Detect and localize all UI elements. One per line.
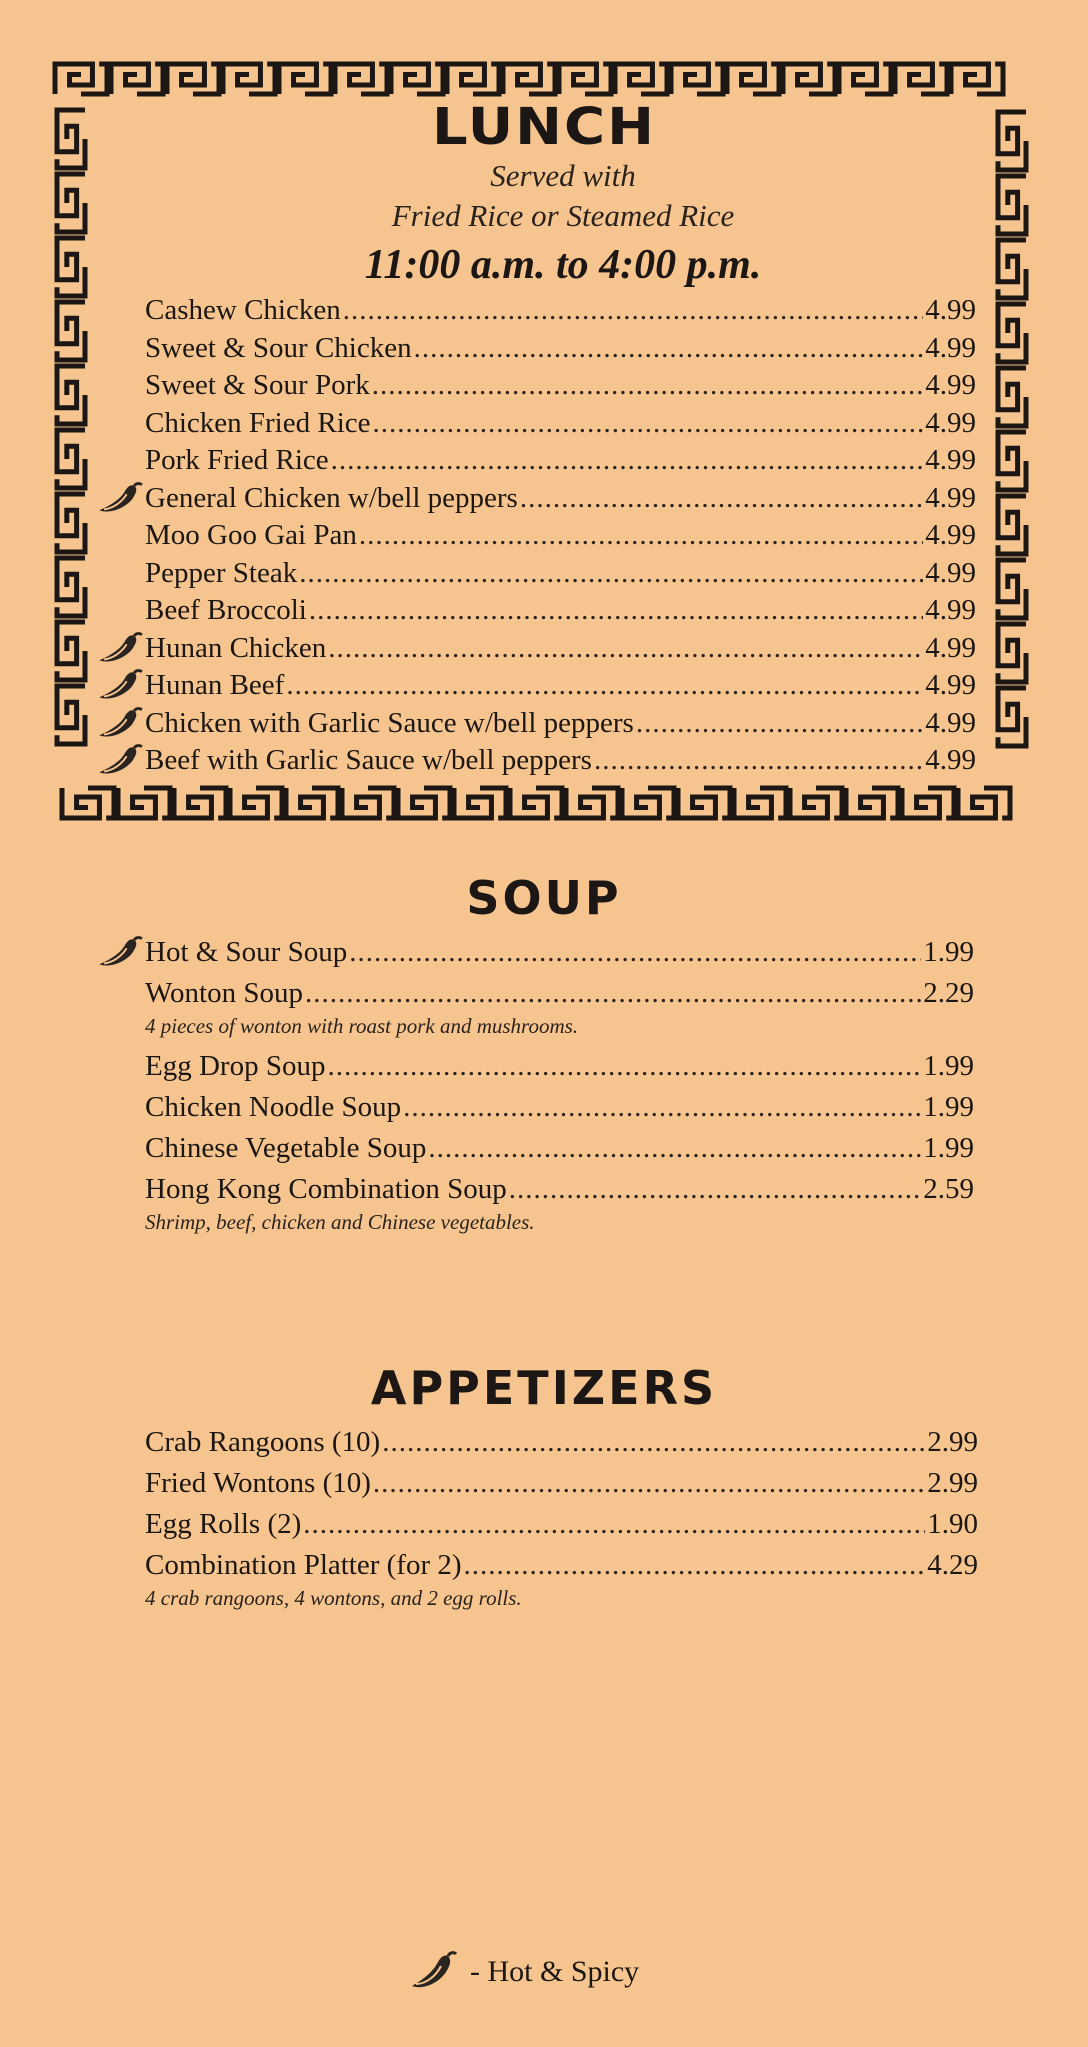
item-price: 1.99 [923, 1050, 974, 1082]
leader-dots [464, 1547, 926, 1583]
leader-dots [331, 442, 924, 478]
item-name: Cashew Chicken [145, 294, 341, 326]
item-price: 4.99 [925, 594, 976, 626]
menu-item [145, 934, 974, 970]
menu-item [145, 742, 976, 778]
menu-item [145, 367, 976, 403]
item-name: Hunan Beef [145, 669, 285, 701]
item-price: 4.99 [925, 444, 976, 476]
leader-dots [372, 367, 924, 403]
legend-text: - Hot & Spicy [470, 1955, 640, 1988]
chili-pepper-icon [96, 936, 146, 970]
chili-pepper-icon [96, 632, 146, 666]
item-price: 4.99 [925, 519, 976, 551]
appetizers-heading: APPETIZERS [370, 1361, 718, 1415]
menu-item [145, 1048, 974, 1084]
item-name: Beef Broccoli [145, 594, 307, 626]
item-price: 2.99 [927, 1426, 978, 1458]
menu-item [145, 555, 976, 591]
leader-dots [303, 1506, 925, 1542]
item-price: 1.99 [923, 936, 974, 968]
lunch-subtitle-rice: Fried Rice or Steamed Rice [391, 198, 735, 233]
item-name: Egg Drop Soup [145, 1050, 326, 1082]
item-name: Pepper Steak [145, 557, 298, 589]
lunch-title: LUNCH [432, 98, 656, 157]
chili-pepper-icon [96, 744, 146, 778]
leader-dots [520, 480, 923, 516]
leader-dots [359, 517, 923, 553]
item-name: Combination Platter (for 2) [145, 1549, 462, 1581]
menu-item [145, 517, 976, 553]
chili-pepper-icon [96, 669, 146, 703]
lunch-subtitle-served-with: Served with [490, 158, 636, 193]
leader-dots [328, 630, 923, 666]
item-price: 4.99 [925, 407, 976, 439]
item-name: Hot & Sour Soup [145, 936, 348, 968]
item-price: 4.99 [925, 294, 976, 326]
leader-dots [305, 975, 921, 1011]
menu-item [145, 442, 976, 478]
menu-item [145, 292, 976, 328]
menu-item [145, 705, 976, 741]
menu-item [145, 1465, 978, 1501]
item-price: 4.99 [925, 557, 976, 589]
leader-dots [636, 705, 923, 741]
item-note: Shrimp, beef, chicken and Chinese vegetables. [145, 1210, 535, 1234]
item-price: 4.99 [925, 669, 976, 701]
item-name: General Chicken w/bell peppers [145, 482, 518, 514]
item-name: Pork Fried Rice [145, 444, 329, 476]
item-name: Hong Kong Combination Soup [145, 1173, 507, 1205]
menu-item [145, 1089, 974, 1125]
item-price: 4.99 [925, 632, 976, 664]
menu-item [145, 1130, 974, 1166]
leader-dots [414, 330, 924, 366]
leader-dots [327, 1048, 921, 1084]
leader-dots [286, 667, 923, 703]
menu-item [145, 1506, 978, 1542]
item-name: Hunan Chicken [145, 632, 327, 664]
menu-item [145, 480, 976, 516]
soup-heading: SOUP [466, 871, 622, 925]
item-price: 2.99 [927, 1467, 978, 1499]
item-price: 1.99 [923, 1132, 974, 1164]
item-price: 1.99 [923, 1091, 974, 1123]
leader-dots [309, 592, 923, 628]
item-note: 4 crab rangoons, 4 wontons, and 2 egg rolls. [145, 1586, 522, 1610]
item-name: Crab Rangoons (10) [145, 1426, 381, 1458]
leader-dots [594, 742, 923, 778]
leader-dots [373, 1465, 925, 1501]
chili-pepper-icon [96, 707, 146, 741]
item-price: 1.90 [927, 1508, 978, 1540]
item-price: 4.29 [927, 1549, 978, 1581]
leader-dots [299, 555, 923, 591]
leader-dots [373, 405, 924, 441]
leader-dots [403, 1089, 921, 1125]
lunch-hours: 11:00 a.m. to 4:00 p.m. [364, 242, 762, 288]
menu-item [145, 405, 976, 441]
leader-dots [509, 1171, 922, 1207]
leader-dots [343, 292, 924, 328]
leader-dots [349, 934, 921, 970]
item-note: 4 pieces of wonton with roast pork and mushrooms. [145, 1014, 579, 1038]
item-name: Beef with Garlic Sauce w/bell peppers [145, 744, 592, 776]
menu-item [145, 667, 976, 703]
item-price: 4.99 [925, 482, 976, 514]
leader-dots [428, 1130, 921, 1166]
item-price: 4.99 [925, 369, 976, 401]
item-price: 4.99 [925, 744, 976, 776]
leader-dots [382, 1424, 925, 1460]
menu-item [145, 1171, 974, 1207]
item-name: Moo Goo Gai Pan [145, 519, 357, 551]
item-name: Chicken with Garlic Sauce w/bell peppers [145, 707, 634, 739]
item-name: Sweet & Sour Chicken [145, 332, 412, 364]
menu-item [145, 630, 976, 666]
item-name: Wonton Soup [145, 977, 303, 1009]
spicy-legend [408, 1950, 639, 1994]
item-name: Egg Rolls (2) [145, 1508, 302, 1540]
menu-item [145, 592, 976, 628]
menu-item [145, 1547, 978, 1583]
item-name: Chicken Fried Rice [145, 407, 371, 439]
item-name: Fried Wontons (10) [145, 1467, 371, 1499]
chili-pepper-icon [408, 1950, 460, 1994]
item-name: Chicken Noodle Soup [145, 1091, 402, 1123]
item-name: Sweet & Sour Pork [145, 369, 370, 401]
menu-item [145, 1424, 978, 1460]
item-price: 4.99 [925, 707, 976, 739]
item-price: 4.99 [925, 332, 976, 364]
menu-item [145, 330, 976, 366]
chili-pepper-icon [96, 482, 146, 516]
menu-item [145, 975, 974, 1011]
item-price: 2.29 [923, 977, 974, 1009]
item-name: Chinese Vegetable Soup [145, 1132, 427, 1164]
item-price: 2.59 [923, 1173, 974, 1205]
